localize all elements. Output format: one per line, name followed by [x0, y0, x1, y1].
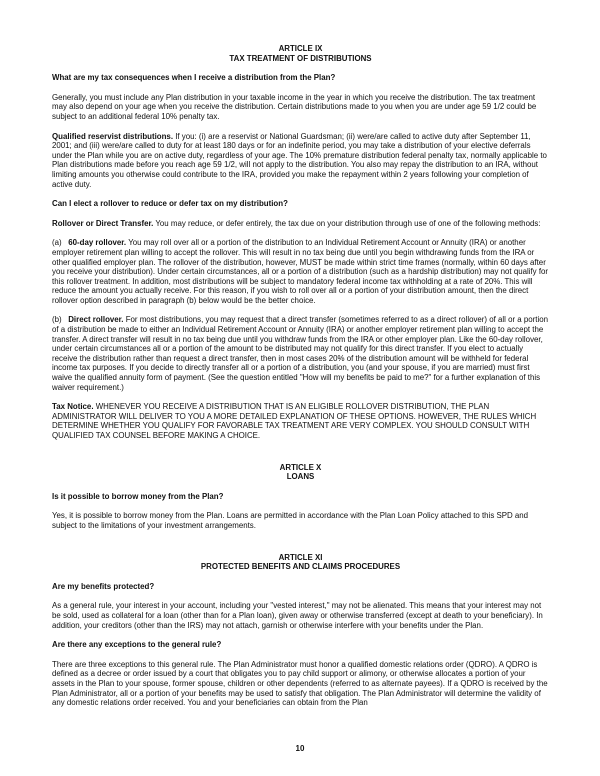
article-10-title: ARTICLE X: [279, 462, 322, 472]
paragraph-benefits-protected: As a general rule, your interest in your account, including your "vested interest," may not be alienated. This means that your interest may not be sold, used as collateral for a loan (other than for a Plan loan), given away or otherwise transferred (except at death to your beneficiary). In addition, your creditors (other than the IRS) may not attach, garnish or otherwise interfere with your benefits under the Plan.: [52, 601, 543, 630]
item-b-label: (b): [52, 315, 62, 325]
paragraph-qualified-reservist: [52, 132, 549, 190]
page-number: 10: [295, 744, 305, 753]
paragraph-general-taxation: Generally, you must include any Plan distribution in your taxable income in the year in which you receive the distribution. The tax treatment may also depend on your age when you receive the distribution. Certain distributions made to you when you are under age 59 1/2 could be subject to an additional federal 10% penalty tax.: [52, 92, 537, 121]
article-9-title: ARTICLE IX: [278, 44, 323, 53]
paragraph-60-day-rollover: [52, 238, 549, 305]
paragraph-direct-rollover: [52, 315, 549, 392]
article-11-subtitle: PROTECTED BENEFITS AND CLAIMS PROCEDURES: [200, 562, 401, 572]
tax-notice-lead: Tax Notice.: [52, 402, 94, 412]
sixty-day-rollover-text: You may roll over all or a portion of the distribution to an Individual Retirement Account or Annuity (IRA) or another employer retirement plan willing to accept the rollover. This will result in no tax being due until you begin withdrawing funds from the IRA or other qualified employer plan. The rollover of the distribution, however, MUST be made within strict time frames (normally, within 60 days after you receive your distribution). Under certain circumstances, all or a portion of a distribution (such as a hardship distribution) may not qualify for this rollover treatment. In addition, most distributions will be subject to mandatory federal income tax withholding at a rate of 20%. This will reduce the amount you actually receive. For this reason, if you wish to roll over all or a portion of your distribution amount, then the direct rollover option described in paragraph (b) below would be the better choice.: [52, 238, 549, 305]
paragraph-exceptions: There are three exceptions to this general rule. The Plan Administrator must honor a qualified domestic relations order (QDRO). A QDRO is defined as a decree or order issued by a court that obligates you to pay child support or alimony, or otherwise allocates a portion of your assets in the Plan to your spouse, former spouse, children or other dependents (referred to as alternate payees). If a QDRO is received by the Plan Administrator, all or a portion of your benefits may be used to satisfy that obligation. The Plan Administrator will determine the validity of any domestic relations order received. You and your beneficiaries can obtain from the Plan: [52, 659, 548, 708]
sixty-day-rollover-lead: 60-day rollover.: [68, 238, 127, 248]
article-10-subtitle: LOANS: [286, 472, 315, 482]
tax-notice-text: WHENEVER YOU RECEIVE A DISTRIBUTION THAT IS AN ELIGIBLE ROLLOVER DISTRIBUTION, THE PLAN ADMINISTRATOR WILL DELIVER TO YOU A MORE DETAILED EXPLANATION OF THESE OPTIONS. HOWEVER, THE RULES WHICH DETERMINE WHETHER YOU QUALIFY FOR FAVORABLE TAX TREATMENT ARE VERY COMPLEX. YOU SHOULD CONSULT WITH QUALIFIED TAX COUNSEL BEFORE MAKING A CHOICE.: [52, 402, 537, 440]
question-tax-consequences: What are my tax consequences when I receive a distribution from the Plan?: [52, 73, 336, 83]
rollover-lead: Rollover or Direct Transfer.: [52, 218, 154, 228]
paragraph-rollover-methods: [52, 219, 549, 229]
item-a-label: (a): [52, 238, 62, 248]
article-11-title: ARTICLE XI: [278, 552, 323, 562]
question-benefits-protected: Are my benefits protected?: [52, 581, 155, 591]
qualified-reservist-lead: Qualified reservist distributions.: [52, 131, 174, 141]
question-exceptions: Are there any exceptions to the general rule?: [52, 640, 222, 650]
question-rollover: Can I elect a rollover to reduce or defer tax on my distribution?: [52, 199, 288, 209]
paragraph-loans: Yes, it is possible to borrow money from the Plan. Loans are permitted in accordance with the Plan Loan Policy attached to this SPD and subject to the limitations of your investment arrangements.: [52, 511, 529, 530]
direct-rollover-lead: Direct rollover.: [68, 315, 124, 325]
qualified-reservist-text: If you: (i) are a reservist or National Guardsman; (ii) were/are called to active duty after September 11, 2001; and (iii) were/are called to duty for at least 180 days or for an indefinite period, you may take a distribution of your elective deferrals under the Plan while you are on active duty, regardless of your age. The 10% premature distribution federal penalty tax, normally applicable to Plan distributions made before you reach age 59 1/2, will not apply to the distribution. You also may repay the distribution to an IRA, without limiting amounts you otherwise could contribute to the IRA, provided you make the repayment within 2 years following your completion of active duty.: [52, 131, 547, 189]
direct-rollover-text: For most distributions, you may request that a direct transfer (sometimes referred to as a direct rollover) of all or a portion of a distribution be made to either an Individual Retirement Account or Annuity (IRA) or another employer retirement plan willing to accept the transfer. A direct transfer will result in no tax being due until you withdraw funds from the IRA or other employer plan. Like the 60-day rollover, under certain circumstances all or a portion of the amount to be distributed may not qualify for this direct transfer. If you elect to actually receive the distribution rather than request a direct transfer, then in most cases 20% of the distribution amount will be withheld for federal income tax purposes. If you decide to directly transfer all or a portion of a distribution, you (and your spouse, if you are married) must first waive the qualified annuity form of payment. (See the question entitled "How will my benefits be paid to me?" for a further explanation of this waiver requirement.): [52, 315, 549, 392]
document-page: [52, 44, 549, 708]
paragraph-tax-notice: [52, 402, 549, 440]
question-borrow-money: Is it possible to borrow money from the Plan?: [52, 491, 224, 501]
rollover-text: You may reduce, or defer entirely, the tax due on your distribution through use of one of the following methods:: [153, 218, 541, 228]
article-9-subtitle: TAX TREATMENT OF DISTRIBUTIONS: [229, 53, 372, 63]
